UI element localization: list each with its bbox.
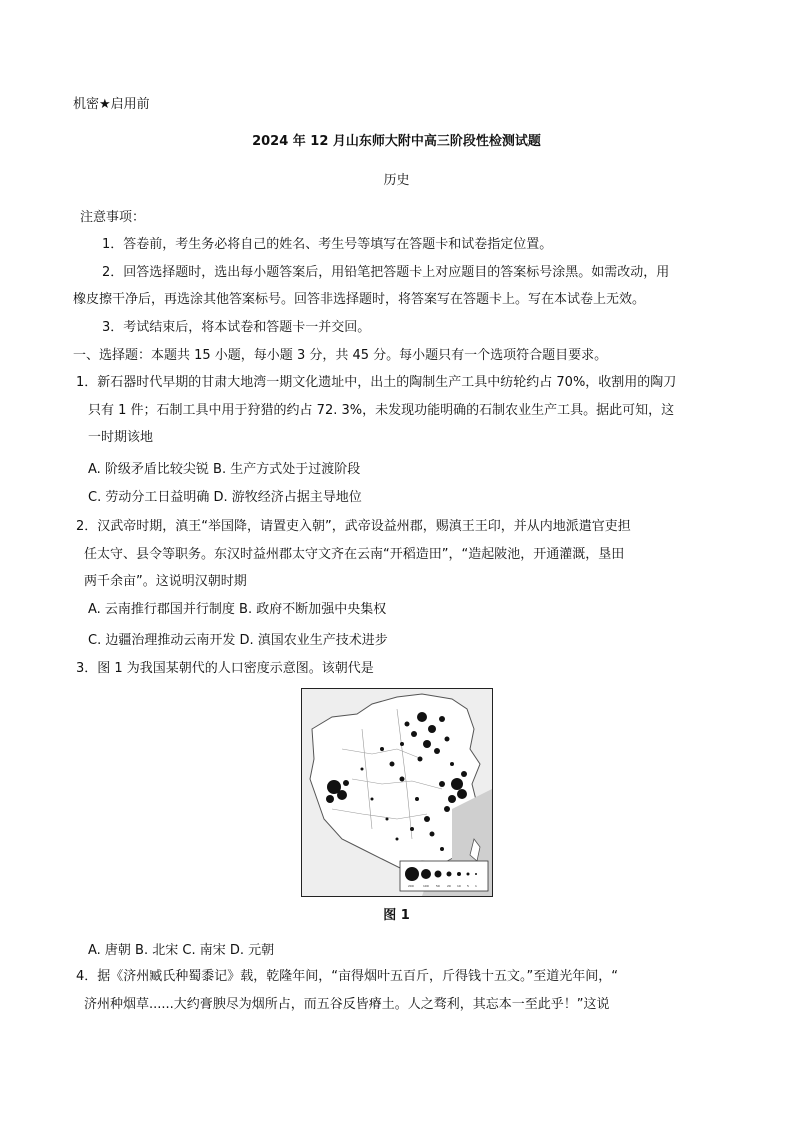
q2-line-2: 任太守、县令等职务。东汉时益州郡太守文齐在云南“开稻造田”，“造起陂池，开通灌溉，垦田 <box>84 547 625 562</box>
q1-line-3: 一时期该地 <box>88 430 154 445</box>
secret-label: 机密★启用前 <box>73 97 150 112</box>
notice-heading: 注意事项： <box>80 210 146 225</box>
q2-line-3: 两千余亩”。这说明汉朝时期 <box>84 574 247 589</box>
population-density-map <box>301 688 493 897</box>
notice-item-1: 1．答卷前，考生务必将自己的姓名、考生号等填写在答题卡和试卷指定位置。 <box>102 237 553 252</box>
figure-caption: 图 1 <box>383 908 410 923</box>
section-heading: 一、选择题：本题共 15 小题，每小题 3 分，共 45 分。每小题只有一个选项符合题目要求。 <box>73 348 608 363</box>
q1-option-cd: C. 劳动分工日益明确 D. 游牧经济占据主导地位 <box>88 490 362 505</box>
q2-option-cd: C. 边疆治理推动云南开发 D. 滇国农业生产技术进步 <box>88 633 388 648</box>
svg-text:20: 20 <box>447 884 451 888</box>
exam-title: 2024 年 12 月山东师大附中高三阶段性检测试题 <box>252 134 541 149</box>
svg-text:10: 10 <box>457 884 461 888</box>
q1-line-2: 只有 1 件；石制工具中用于狩猎的约占 72. 3%，未发现功能明确的石制农业生产工具。据此可知，这 <box>88 403 675 418</box>
svg-text:50: 50 <box>436 884 440 888</box>
q1-line-1: 1．新石器时代早期的甘肃大地湾一期文化遗址中，出土的陶制生产工具中纺轮约占 70%，收割用的陶刀 <box>76 375 677 390</box>
q2-line-1: 2．汉武帝时期，滇王“举国降，请置吏入朝”，武帝设益州郡，赐滇王王印，并从内地派遣官吏担 <box>76 519 631 534</box>
notice-item-2: 2．回答选择题时，选出每小题答案后，用铅笔把答题卡上对应题目的答案标号涂黑。如需改动，用 <box>102 265 670 280</box>
exam-subject: 历史 <box>383 173 410 188</box>
q3-options: A. 唐朝 B. 北宋 C. 南宋 D. 元朝 <box>88 943 275 958</box>
svg-text:200: 200 <box>408 884 414 888</box>
notice-item-2-cont: 橡皮擦干净后，再选涂其他答案标号。回答非选择题时，将答案写在答题卡上。写在本试卷上无效。 <box>73 292 646 307</box>
notice-item-3: 3．考试结束后，将本试卷和答题卡一并交回。 <box>102 320 371 335</box>
q4-line-1: 4．据《济州臧氏种蜀黍记》载，乾隆年间，“亩得烟叶五百斤，斤得钱十五文。”至道光年间，“ <box>76 969 618 984</box>
map-graphic <box>302 689 492 896</box>
q4-line-2: 济州种烟草......大约膏腴尽为烟所占，而五谷反皆瘠土。人之骛利，其忘本一至此乎！”这说 <box>84 997 610 1012</box>
svg-text:100: 100 <box>423 884 429 888</box>
svg-text:1: 1 <box>475 884 477 888</box>
svg-text:5: 5 <box>467 884 469 888</box>
q2-option-ab: A. 云南推行郡国并行制度 B. 政府不断加强中央集权 <box>88 602 387 617</box>
q3-line-1: 3．图 1 为我国某朝代的人口密度示意图。该朝代是 <box>76 661 374 676</box>
q1-option-ab: A. 阶级矛盾比较尖锐 B. 生产方式处于过渡阶段 <box>88 462 361 477</box>
